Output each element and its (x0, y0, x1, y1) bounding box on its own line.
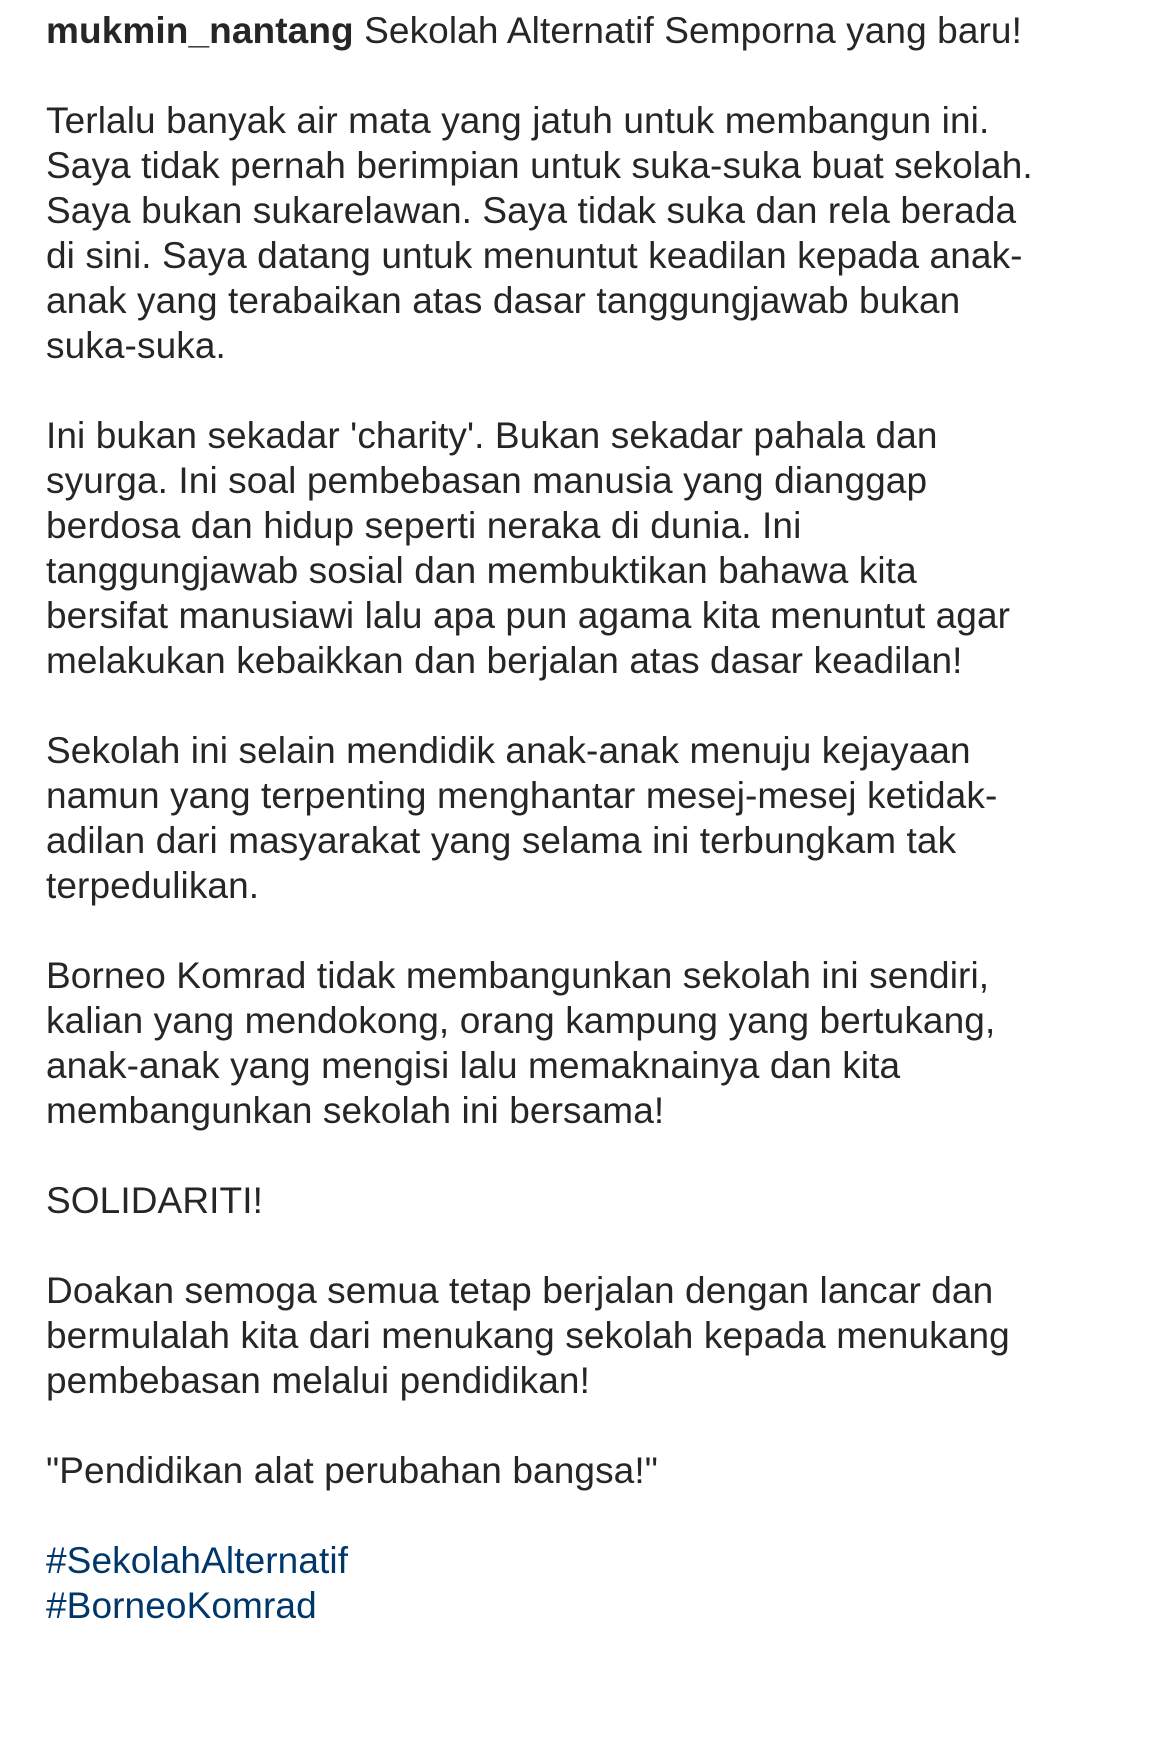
caption-paragraph-1: Terlalu banyak air mata yang jatuh untuk membangun ini. Saya tidak pernah berimpian untuk suka-suka buat sekolah. Saya bukan sukarelawan. Saya tidak suka dan rela berada di sini. Saya datang untuk menuntut keadilan kepada anak- anak yang terabaikan atas dasar tanggungjawab bukan suka-suka. (46, 100, 1033, 366)
paragraph-gap (46, 1493, 1146, 1538)
hashtag-link-borneokomrad[interactable]: #BorneoKomrad (46, 1585, 317, 1626)
caption-paragraph-4: Borneo Komrad tidak membangunkan sekolah ini sendiri, kalian yang mendokong, orang kampung yang bertukang, anak-anak yang mengisi lalu memaknainya dan kita membangunkan sekolah ini bersama! (46, 955, 996, 1131)
paragraph-gap (46, 53, 1146, 98)
paragraph-gap (46, 683, 1146, 728)
hashtag-link-sekolahalternatif[interactable]: #SekolahAlternatif (46, 1540, 349, 1581)
caption-paragraph-6: Doakan semoga semua tetap berjalan dengan lancar dan bermulalah kita dari menukang sekolah kepada menukang pembebasan melalui pendidikan! (46, 1270, 1010, 1401)
username-link[interactable]: mukmin_nantang (46, 10, 354, 51)
caption-paragraph-7: "Pendidikan alat perubahan bangsa!" (46, 1450, 658, 1491)
post-caption (46, 8, 1146, 1628)
caption-paragraph-3: Sekolah ini selain mendidik anak-anak menuju kejayaan namun yang terpenting menghantar mesej-mesej ketidak- adilan dari masyarakat yang selama ini terbungkam tak terpedulikan. (46, 730, 998, 906)
paragraph-gap (46, 1403, 1146, 1448)
paragraph-gap (46, 908, 1146, 953)
paragraph-gap (46, 368, 1146, 413)
caption-first-line (46, 8, 1146, 53)
caption-paragraph-2: Ini bukan sekadar 'charity'. Bukan sekadar pahala dan syurga. Ini soal pembebasan manusia yang dianggap berdosa dan hidup seperti neraka di dunia. Ini tanggungjawab sosial dan membuktikan bahawa kita bersifat manusiawi lalu apa pun agama kita menuntut agar melakukan kebaikkan dan berjalan atas dasar keadilan! (46, 415, 1011, 681)
caption-paragraph-5: SOLIDARITI! (46, 1180, 263, 1221)
caption-title: Sekolah Alternatif Semporna yang baru! (364, 10, 1022, 51)
paragraph-gap (46, 1223, 1146, 1268)
paragraph-gap (46, 1133, 1146, 1178)
